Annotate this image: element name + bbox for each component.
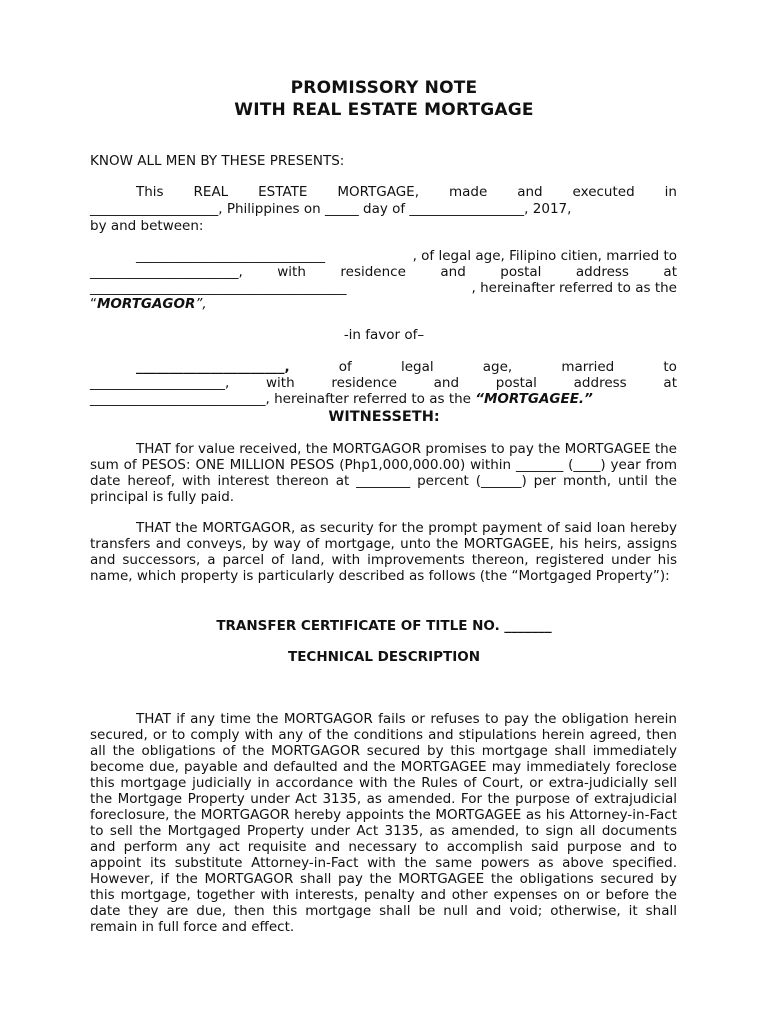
document-title-line1: PROMISSORY NOTE xyxy=(290,78,478,98)
mortgagor-label: MORTGAGOR xyxy=(97,296,196,312)
mortgagor-line2 xyxy=(90,264,677,280)
quote-close: ”, xyxy=(195,296,207,312)
mortgagor-address-blank: ______________________________________ xyxy=(90,280,347,296)
intro-word: executed xyxy=(572,184,635,200)
mortgagee-line3-text: , hereinafter referred to as the xyxy=(265,391,476,407)
mortgagee-word: with xyxy=(266,375,295,391)
paragraph-payment: THAT for value received, the MORTGAGOR promises to pay the MORTGAGEE the sum of PESOS: ONE MILLION PESOS (Php1,000,000.00) within _______ (____) year from date hereof, with interest thereon at ________ percent (______) per month, until the principal is fully paid. xyxy=(90,441,677,505)
know-all-heading: KNOW ALL MEN BY THESE PRESENTS: xyxy=(90,153,345,169)
mortgagor-designation xyxy=(90,296,677,312)
mortgagor-word: address xyxy=(575,264,629,280)
mortgagor-line1-text: , of legal age, Filipino citien, married to xyxy=(412,248,677,264)
mortgagee-word: age, xyxy=(482,359,513,375)
mortgagee-word: residence xyxy=(331,375,397,391)
paragraph-default: THAT if any time the MORTGAGOR fails or refuses to pay the obligation herein secured, or to comply with any of the conditions and stipulations herein agreed, then all the obligations of the MORTGAGOR secured by this mortgage shall immediately become due, payable and defaulted and the MORTGAGEE may immediately foreclose this mortgage judicially in accordance with the Rules of Court, or extra-judicially sell the Mortgage Property under Act 3135, as amended. For the purpose of extrajudicial foreclosure, the MORTGAGOR hereby appoints the MORTGAGEE as his Attorney-in-Fact to sell the Mortgaged Property under Act 3135, as amended, to sign all documents and perform any act requisite and necessary to accomplish said purpose and to appoint its substitute Attorney-in-Fact with the same powers as above specified. However, if the MORTGAGOR shall pay the MORTGAGEE the obligations secured by this mortgage, together with interests, penalty and other expenses on or before the date they are due, then this mortgage shall be null and void; otherwise, it shall remain in full force and effect. xyxy=(90,711,677,935)
technical-description-heading: TECHNICAL DESCRIPTION xyxy=(288,649,480,665)
intro-word: ESTATE xyxy=(258,184,308,200)
mortgagor-line1 xyxy=(136,248,677,264)
tct-heading: TRANSFER CERTIFICATE OF TITLE NO. _______ xyxy=(216,618,552,634)
in-favor-of: -in favor of– xyxy=(343,327,425,343)
mortgagee-word: to xyxy=(663,359,677,375)
intro-word: and xyxy=(517,184,543,200)
mortgagee-line3 xyxy=(90,391,677,407)
intro-line1 xyxy=(136,184,677,200)
intro-word: in xyxy=(664,184,677,200)
mortgagee-label: “MORTGAGEE.” xyxy=(475,391,593,407)
mortgagee-word: ____________________, xyxy=(90,375,230,391)
mortgagor-word: postal xyxy=(500,264,542,280)
mortgagor-word: ______________________, xyxy=(90,264,243,280)
mortgagee-word: address xyxy=(573,375,627,391)
intro-word: MORTGAGE, xyxy=(337,184,420,200)
mortgagor-name-blank: ____________________________ xyxy=(136,248,325,264)
mortgagee-address-blank: __________________________ xyxy=(90,391,266,407)
mortgagee-name-blank: ______________________, xyxy=(136,359,290,375)
mortgagee-word: at xyxy=(663,375,677,391)
mortgagee-word: postal xyxy=(495,375,537,391)
mortgagee-word: of xyxy=(338,359,352,375)
mortgagee-word: and xyxy=(433,375,460,391)
mortgagor-line3-text: , hereinafter referred to as the xyxy=(471,280,677,296)
mortgagee-line1 xyxy=(136,359,677,375)
quote-open: “ xyxy=(90,296,97,312)
mortgagee-word: married xyxy=(561,359,615,375)
mortgagor-word: and xyxy=(440,264,466,280)
intro-word: This xyxy=(136,184,164,200)
intro-word: REAL xyxy=(193,184,229,200)
paragraph-security: THAT the MORTGAGOR, as security for the prompt payment of said loan hereby transfers and conveys, by way of mortgage, unto the MORTGAGEE, his heirs, assigns and successors, a parcel of land, with improvements thereon, registered under his name, which property is particularly described as follows (the “Mortgaged Property”): xyxy=(90,520,677,584)
mortgagee-word: legal xyxy=(400,359,434,375)
mortgagor-line3 xyxy=(90,280,677,296)
intro-word: made xyxy=(448,184,488,200)
mortgagor-word: with xyxy=(277,264,306,280)
witnesseth-heading: WITNESSETH: xyxy=(328,409,440,425)
intro-line2: ___________________, Philippines on _____ day of _________________, 2017, xyxy=(90,201,572,217)
mortgagor-word: residence xyxy=(340,264,406,280)
mortgagee-line2 xyxy=(90,375,677,391)
intro-line3: by and between: xyxy=(90,218,204,234)
mortgagor-word: at xyxy=(663,264,677,280)
document-title-line2: WITH REAL ESTATE MORTGAGE xyxy=(234,100,534,120)
